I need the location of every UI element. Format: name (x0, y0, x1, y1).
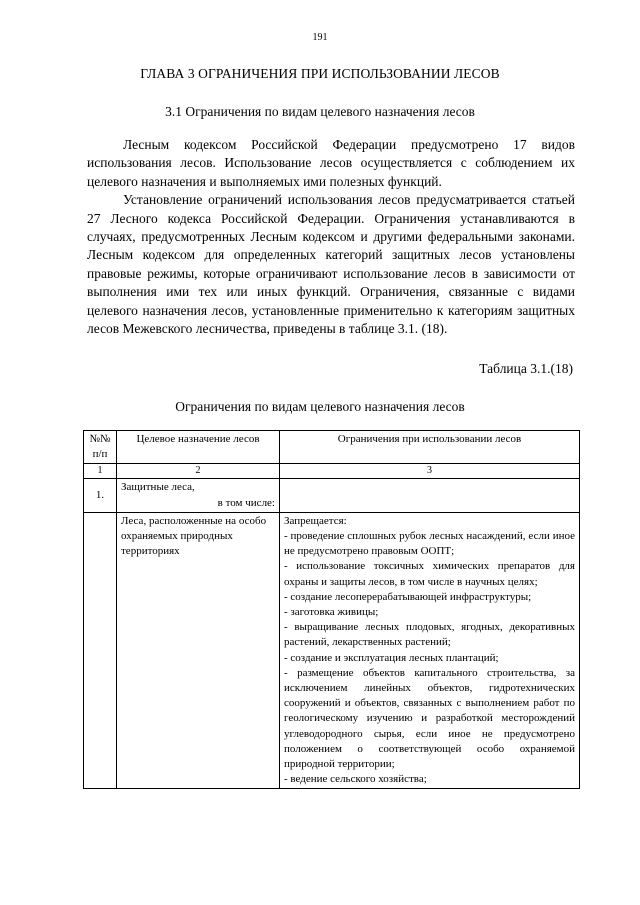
column-number: 2 (117, 464, 280, 479)
limit-item: - заготовка живицы; (284, 606, 379, 619)
table-label: Таблица 3.1.(18) (479, 361, 573, 376)
limits-intro: Запрещается: (284, 514, 347, 527)
row-limits-empty (280, 479, 580, 512)
paragraph: Установление ограничений использования лесов предусматривается статьей 27 Лесного кодекса Российской Федерации. Ограничения устанавливаются в случаях, предусмотренных Лесным кодексом и другими федеральными законами. Лесным кодексом для определенных категорий защитных лесов установлены правовые режимы, которые ограничивают использование лесов в зависимости от выполнения ими тех или иных функций. Ограничения, связанные с видами целевого назначения лесов, установленные применительно к категориям защитных лесов Межевского лесничества, приведены в таблице 3.1. (18). (87, 192, 575, 337)
table-row (84, 479, 580, 512)
column-number: 3 (280, 464, 580, 479)
row-purpose: Леса, расположенные на особо охраняемых природных территориях (117, 512, 280, 789)
limit-item: - создание и эксплуатация лесных плантаций; (284, 651, 499, 664)
purpose-sub: в том числе: (217, 496, 275, 509)
column-number-row (84, 464, 580, 479)
body-text (87, 136, 575, 338)
header-purpose: Целевое назначение лесов (117, 431, 280, 464)
limit-item: - создание лесоперерабатывающей инфраструктуры; (284, 590, 532, 603)
limit-item: - ведение сельского хозяйства; (284, 773, 427, 786)
row-limits (280, 512, 580, 789)
row-num-empty (84, 512, 117, 789)
limit-item: - размещение объектов капитального строительства, за исключением линейных объектов, гидротехнических сооружений и объектов, связанных с выполнением работ по геологическому изучению и разработкой месторождений углеводородного сырья, если иное не предусмотрено положением о соответствующей особо охраняемой природной территории; (284, 666, 575, 771)
header-num: №№ п/п (84, 431, 117, 464)
header-limits: Ограничения при использовании лесов (280, 431, 580, 464)
column-number: 1 (84, 464, 117, 479)
row-purpose (117, 479, 280, 512)
table-row (84, 512, 580, 789)
restrictions-table (83, 430, 580, 789)
limit-item: - выращивание лесных плодовых, ягодных, декоративных растений, лекарственных растений; (284, 621, 575, 649)
table-caption: Ограничения по видам целевого назначения лесов (175, 399, 465, 414)
chapter-title: ГЛАВА 3 ОГРАНИЧЕНИЯ ПРИ ИСПОЛЬЗОВАНИИ ЛЕСОВ (140, 66, 500, 81)
section-title: 3.1 Ограничения по видам целевого назначения лесов (165, 104, 475, 119)
paragraph: Лесным кодексом Российской Федерации предусмотрено 17 видов использования лесов. Использование лесов осуществляется с соблюдением их целевого назначения и выполняемых ими полезных функций. (87, 137, 575, 189)
row-num: 1. (84, 479, 117, 512)
limit-item: - проведение сплошных рубок лесных насаждений, если иное не предусмотрено правовым ООПТ; (284, 530, 575, 558)
limit-item: - использование токсичных химических препаратов для охраны и защиты лесов, в том числе в научных целях; (284, 560, 575, 588)
page-number: 191 (312, 32, 328, 43)
table-header-row (84, 431, 580, 464)
purpose-main: Защитные леса, (121, 481, 195, 494)
